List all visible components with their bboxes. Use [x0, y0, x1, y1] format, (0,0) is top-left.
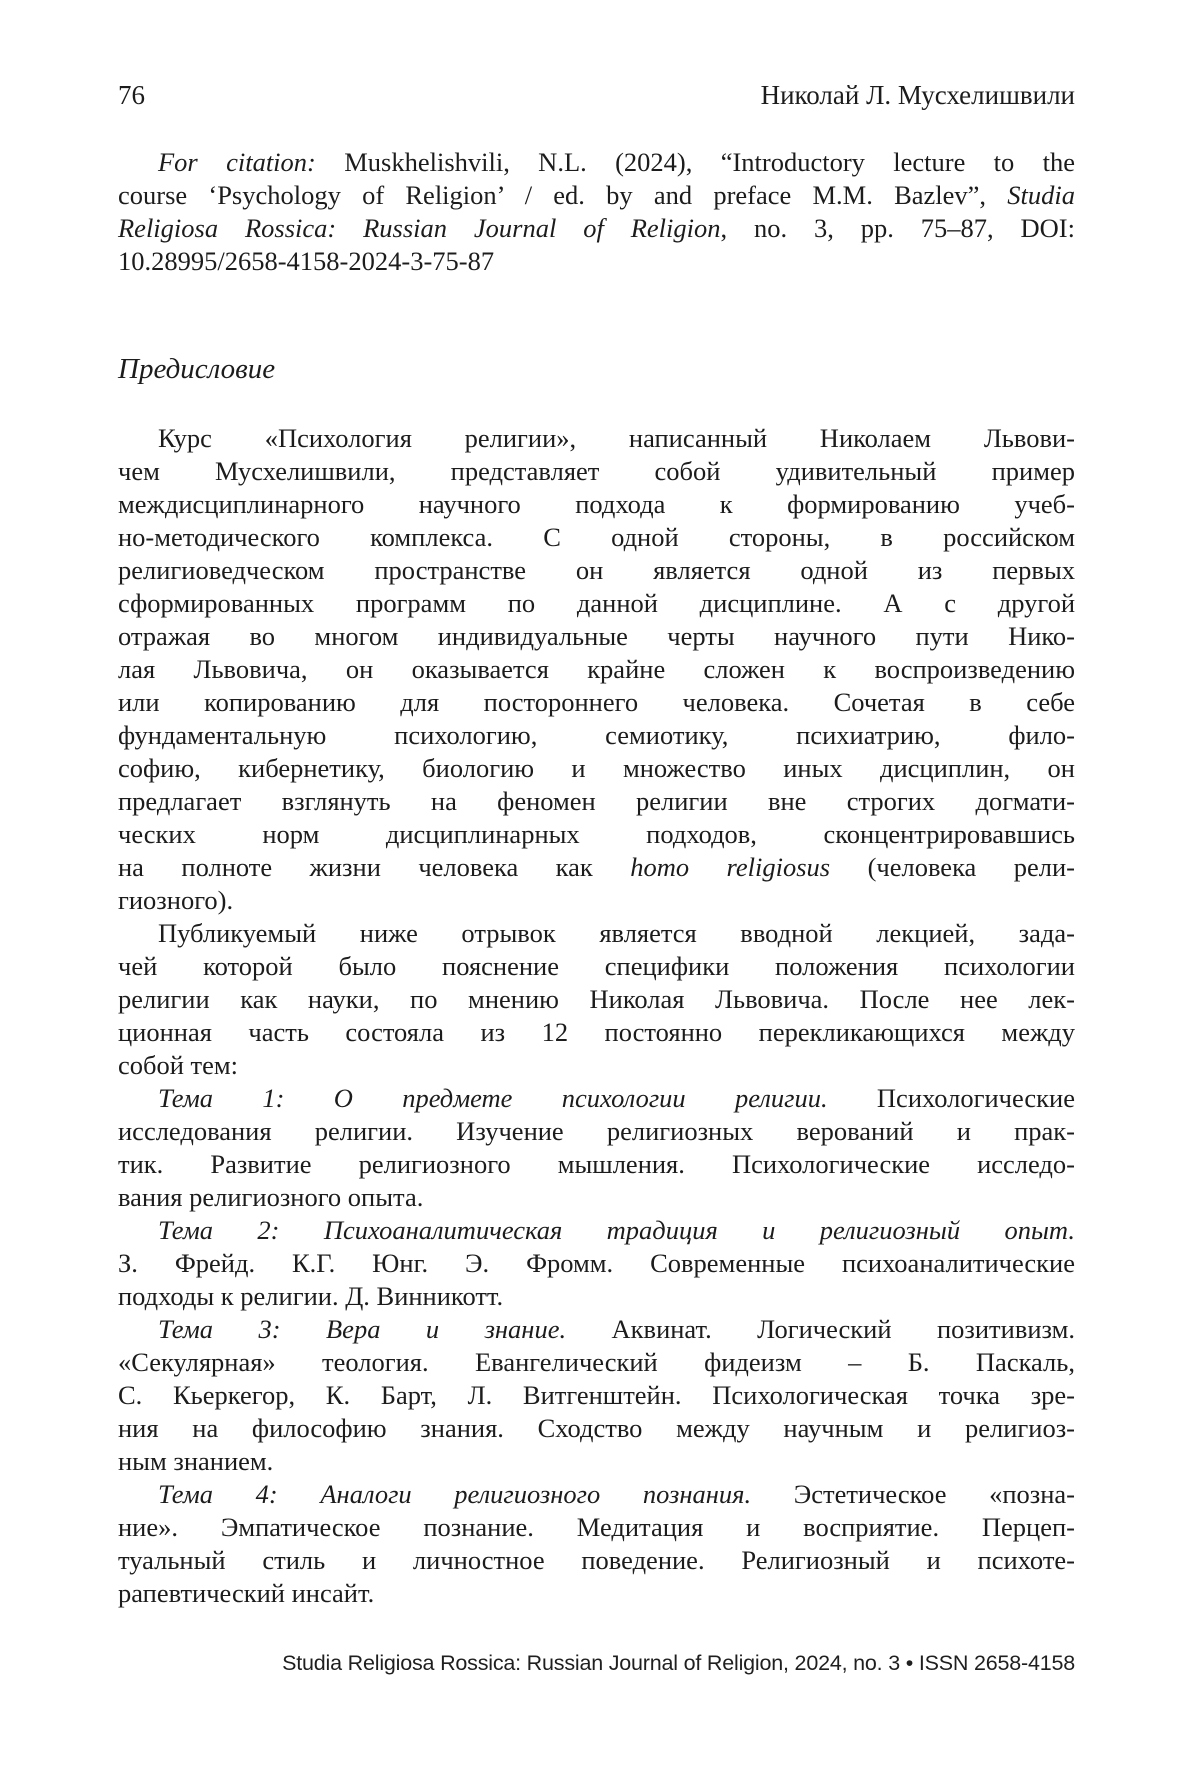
- text-line: [118, 521, 1075, 554]
- text-span: (человека рели-: [830, 852, 1075, 882]
- text-line: [118, 785, 1075, 818]
- paragraph: [118, 917, 1075, 1082]
- text-span: или копированию для постороннего человека. Сочетая в себе: [118, 687, 1075, 717]
- text-line: [118, 1544, 1075, 1577]
- text-span: ционная часть состояла из 12 постоянно перекликающихся между: [118, 1017, 1075, 1047]
- text-line: [118, 1445, 1075, 1478]
- text-line: [118, 1280, 1075, 1313]
- text-span: Muskhelishvili, N.L. (2024), “Introductory lecture to the: [315, 147, 1075, 177]
- paragraph: [118, 1478, 1075, 1610]
- text-line: [118, 1412, 1075, 1445]
- text-span: Курс «Психология религии», написанный Николаем Львови-: [158, 423, 1075, 453]
- text-span: тик. Развитие религиозного мышления. Психологические исследо-: [118, 1149, 1075, 1179]
- footer-text: Studia Religiosa Rossica: Russian Journal of Religion, 2024, no. 3 • ISSN 2658-4158: [282, 1651, 1075, 1675]
- text-line: [118, 455, 1075, 488]
- text-span: «Секулярная» теология. Евангелический фидеизм – Б. Паскаль,: [118, 1347, 1075, 1377]
- text-line: [118, 983, 1075, 1016]
- text-line: [118, 1511, 1075, 1544]
- text-span: подходы к религии. Д. Винникотт.: [118, 1281, 504, 1311]
- text-span: религии как науки, по мнению Николая Львовича. После нее лек-: [118, 984, 1075, 1014]
- page-header: [118, 80, 1075, 110]
- text-line: [118, 884, 1075, 917]
- text-span: отражая во многом индивидуальные черты научного пути Нико-: [118, 621, 1075, 651]
- text-span: ния на философию знания. Сходство между научным и религиоз-: [118, 1413, 1075, 1443]
- paragraph: [118, 1082, 1075, 1214]
- text-line: [118, 587, 1075, 620]
- text-span: 10.28995/2658-4158-2024-3-75-87: [118, 246, 495, 276]
- text-line: [118, 1148, 1075, 1181]
- text-line: [118, 719, 1075, 752]
- text-line: [118, 851, 1075, 884]
- text-line: [118, 488, 1075, 521]
- text-line: [118, 1247, 1075, 1280]
- text-span: междисциплинарного научного подхода к формированию учеб-: [118, 489, 1075, 519]
- italic-text-span: Тема 3: Вера и знание.: [158, 1314, 567, 1344]
- text-line: [118, 212, 1075, 245]
- text-line: [118, 146, 1075, 179]
- text-line: [118, 422, 1075, 455]
- text-span: рапевтический инсайт.: [118, 1578, 375, 1608]
- text-span: ние». Эмпатическое познание. Медитация и восприятие. Перцеп-: [118, 1512, 1075, 1542]
- text-line: [118, 1082, 1075, 1115]
- text-span: вания религиозного опыта.: [118, 1182, 424, 1212]
- paragraph: [118, 422, 1075, 917]
- text-span: Эстетическое «позна-: [751, 1479, 1076, 1509]
- italic-text-span: homo religiosus: [630, 852, 831, 882]
- page-number: 76: [118, 80, 145, 110]
- text-span: ным знанием.: [118, 1446, 274, 1476]
- text-line: [118, 1181, 1075, 1214]
- text-line: [118, 752, 1075, 785]
- italic-text-span: Тема 1: О предмете психологии религии.: [158, 1083, 828, 1113]
- text-line: [118, 179, 1075, 212]
- text-span: софию, кибернетику, биологию и множество иных дисциплин, он: [118, 753, 1075, 783]
- text-span: Публикуемый ниже отрывок является вводной лекцией, зада-: [158, 918, 1075, 948]
- text-line: [118, 1577, 1075, 1610]
- paragraph: [118, 146, 1075, 278]
- text-span: на полноте жизни человека как: [118, 852, 631, 882]
- text-span: Аквинат. Логический позитивизм.: [566, 1314, 1075, 1344]
- section-heading: Предисловие: [118, 353, 276, 385]
- text-line: [118, 1016, 1075, 1049]
- italic-text-span: Тема 4: Аналоги религиозного познания.: [158, 1479, 752, 1509]
- text-span: сформированных программ по данной дисциплине. А с другой: [118, 588, 1075, 618]
- text-line: [118, 1049, 1075, 1082]
- text-span: религиоведческом пространстве он является одной из первых: [118, 555, 1075, 585]
- text-span: чей которой было пояснение специфики положения психологии: [118, 951, 1075, 981]
- italic-text-span: Studia: [1007, 180, 1075, 210]
- text-line: [118, 245, 1075, 278]
- italic-text-span: Тема 2: Психоаналитическая традиция и религиозный опыт.: [158, 1215, 1075, 1245]
- preface-body: [118, 422, 1075, 1610]
- text-span: собой тем:: [118, 1050, 239, 1080]
- running-head: Николай Л. Мусхелишвили: [760, 80, 1075, 110]
- text-span: фундаментальную психологию, семиотику, психиатрию, фило-: [118, 720, 1075, 750]
- text-line: [118, 686, 1075, 719]
- text-line: [118, 653, 1075, 686]
- text-line: [118, 1346, 1075, 1379]
- paragraph: [118, 1214, 1075, 1313]
- text-span: но-методического комплекса. С одной стороны, в российском: [118, 522, 1075, 552]
- text-line: [118, 1379, 1075, 1412]
- citation-block: [118, 146, 1075, 278]
- text-span: гиозного).: [118, 885, 234, 915]
- text-span: лая Львовича, он оказывается крайне сложен к воспроизведению: [118, 654, 1075, 684]
- paragraph: [118, 1313, 1075, 1478]
- text-line: [118, 818, 1075, 851]
- text-span: туальный стиль и личностное поведение. Религиозный и психоте-: [118, 1545, 1075, 1575]
- text-span: Психологические: [827, 1083, 1076, 1113]
- text-span: предлагает взглянуть на феномен религии вне строгих догмати-: [118, 786, 1075, 816]
- text-line: [118, 554, 1075, 587]
- text-span: course ‘Psychology of Religion’ / ed. by and preface M.M. Bazlev”,: [118, 180, 1008, 210]
- text-span: , no. 3, pp. 75–87, DOI:: [720, 213, 1075, 243]
- text-line: [118, 1313, 1075, 1346]
- text-span: исследования религии. Изучение религиозных верований и прак-: [118, 1116, 1075, 1146]
- text-span: С. Кьеркегор, К. Барт, Л. Витгенштейн. Психологическая точка зре-: [118, 1380, 1075, 1410]
- text-line: [118, 917, 1075, 950]
- text-line: [118, 1478, 1075, 1511]
- italic-text-span: Religiosa Rossica: Russian Journal of Religion: [118, 213, 721, 243]
- text-span: З. Фрейд. К.Г. Юнг. Э. Фромм. Современные психоаналитические: [118, 1248, 1075, 1278]
- text-span: чем Мусхелишвили, представляет собой удивительный пример: [118, 456, 1075, 486]
- text-line: [118, 1115, 1075, 1148]
- text-line: [118, 1214, 1075, 1247]
- page-footer: [118, 1650, 1075, 1676]
- text-line: [118, 950, 1075, 983]
- text-line: [118, 620, 1075, 653]
- text-span: ческих норм дисциплинарных подходов, сконцентрировавшись: [118, 819, 1075, 849]
- italic-text-span: For citation:: [158, 147, 316, 177]
